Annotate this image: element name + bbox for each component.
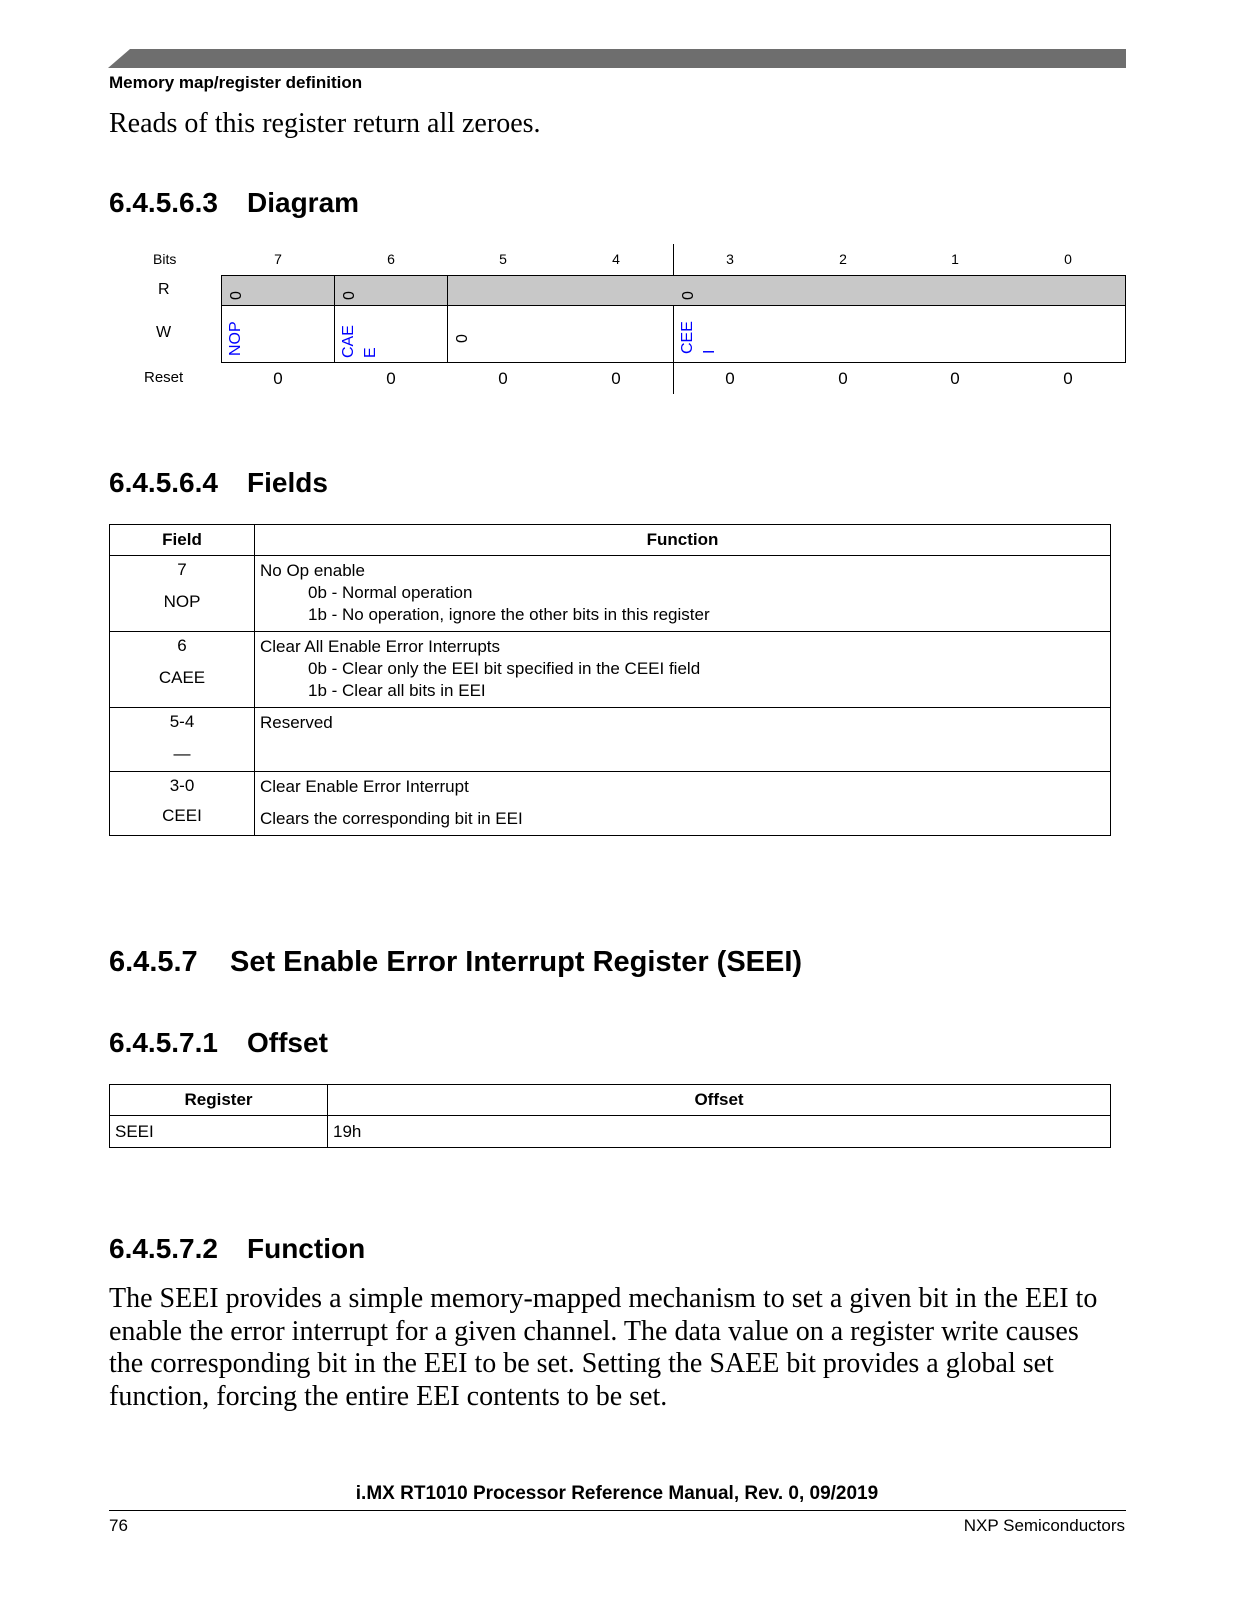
section-number: 6.4.5.6.3 [109,187,218,218]
function-cell [255,632,1111,708]
reset-value: 0 [611,369,621,388]
field-name: CEEI [162,806,202,825]
section-title: Diagram [247,187,360,218]
bit-number: 5 [499,251,507,267]
field-cell [110,556,255,632]
row-label-read: R [158,281,170,298]
section-heading-fields [109,467,328,499]
section-title: Function [247,1233,366,1264]
function-option: 0b - Normal operation [308,583,473,602]
reset-value: 0 [725,369,735,388]
bit-number: 4 [612,251,620,267]
function-paragraph: The SEEI provides a simple memory-mapped mechanism to set a given bit in the EEI to enable the error interrupt for a given channel. The data value on a register write causes the corresponding bit in the EEI to be set. Setting the SAEE bit provides a global set function, forcing the entire EEI contents to be set. [109,1283,1098,1412]
section-heading-seei [109,946,802,979]
cell-divider [447,275,448,306]
running-title: Memory map/register definition [109,73,363,92]
section-heading-offset [109,1027,328,1059]
bits-label: Bits [153,251,177,267]
section-title: Offset [247,1027,328,1058]
read-value-bit7: 0 [228,291,245,300]
section-number: 6.4.5.7.1 [109,1027,218,1058]
table-header-row [110,1085,1111,1116]
field-cell [110,708,255,772]
field-cell [110,632,255,708]
field-name: NOP [163,592,201,611]
field-bits: 5-4 [169,712,195,731]
function-title: No Op enable [260,561,365,580]
footer-manual-title: i.MX RT1010 Processor Reference Manual, Rev. 0, 09/2019 [355,1483,879,1504]
column-header-offset: Offset [328,1085,1111,1116]
write-value-bit5-4: 0 [454,334,471,343]
footer-rule [109,1510,1126,1511]
bit-number: 1 [951,251,959,267]
bit-number: 7 [274,251,282,267]
register-cell: SEEI [110,1116,328,1148]
function-title: Clear All Enable Error Interrupts [260,637,500,656]
bit-number: 6 [387,251,395,267]
register-diagram [0,0,1260,420]
fields-table [109,524,1111,836]
row-label-write: W [156,324,172,341]
table-row [110,708,1111,772]
field-name: — [173,744,191,763]
section-number: 6.4.5.7 [109,946,198,978]
function-option: 0b - Clear only the EEI bit specified in the CEEI field [308,659,701,678]
function-option: 1b - Clear all bits in EEI [308,681,486,700]
intro-text: Reads of this register return all zeroes. [109,108,541,139]
function-cell [255,556,1111,632]
reset-value: 0 [273,369,283,388]
section-title: Fields [247,467,328,498]
reset-value: 0 [386,369,396,388]
function-description: Clears the corresponding bit in EEI [260,809,523,828]
bit-number: 2 [839,251,847,267]
function-cell [255,708,1111,772]
write-field-ceei-part1: CEE [679,321,696,354]
read-value-bit3-0: 0 [680,291,697,300]
footer-company: NXP Semiconductors [963,1516,1125,1535]
reset-value: 0 [838,369,848,388]
row-label-reset: Reset [144,369,184,386]
bit-number: 3 [726,251,734,267]
bit-number: 0 [1064,251,1072,267]
function-option: 1b - No operation, ignore the other bits in this register [308,605,710,624]
write-field-ceei-part2: I [701,349,718,354]
read-value-bit6: 0 [341,291,358,300]
field-bits: 3-0 [169,776,195,795]
section-number: 6.4.5.6.4 [109,467,218,498]
function-title: Clear Enable Error Interrupt [260,777,469,796]
field-cell [110,772,255,836]
column-header-field: Field [110,525,255,556]
cell-divider [334,275,335,306]
write-field-caee-part1: CAE [340,325,357,358]
column-header-register: Register [110,1085,328,1116]
reset-value: 0 [1063,369,1073,388]
function-cell [255,772,1111,836]
cell-divider [334,305,335,363]
table-header-row [110,525,1111,556]
field-bits: 7 [177,560,187,579]
page-number: 76 [109,1516,128,1535]
section-number: 6.4.5.7.2 [109,1233,218,1264]
column-header-function: Function [255,525,1111,556]
cell-divider [447,305,448,363]
table-row [110,772,1111,836]
offset-cell: 19h [328,1116,1111,1148]
field-bits: 6 [177,636,187,655]
function-title: Reserved [260,713,333,732]
offset-table [109,1084,1111,1148]
table-row [110,632,1111,708]
write-field-caee-part2: E [362,347,379,358]
field-name: CAEE [158,668,206,687]
write-field-nop: NOP [227,321,244,356]
section-heading-function [109,1233,365,1265]
table-row [110,556,1111,632]
section-title: Set Enable Error Interrupt Register (SEEI) [230,946,803,978]
table-row [110,1116,1111,1148]
reset-value: 0 [950,369,960,388]
reset-value: 0 [498,369,508,388]
